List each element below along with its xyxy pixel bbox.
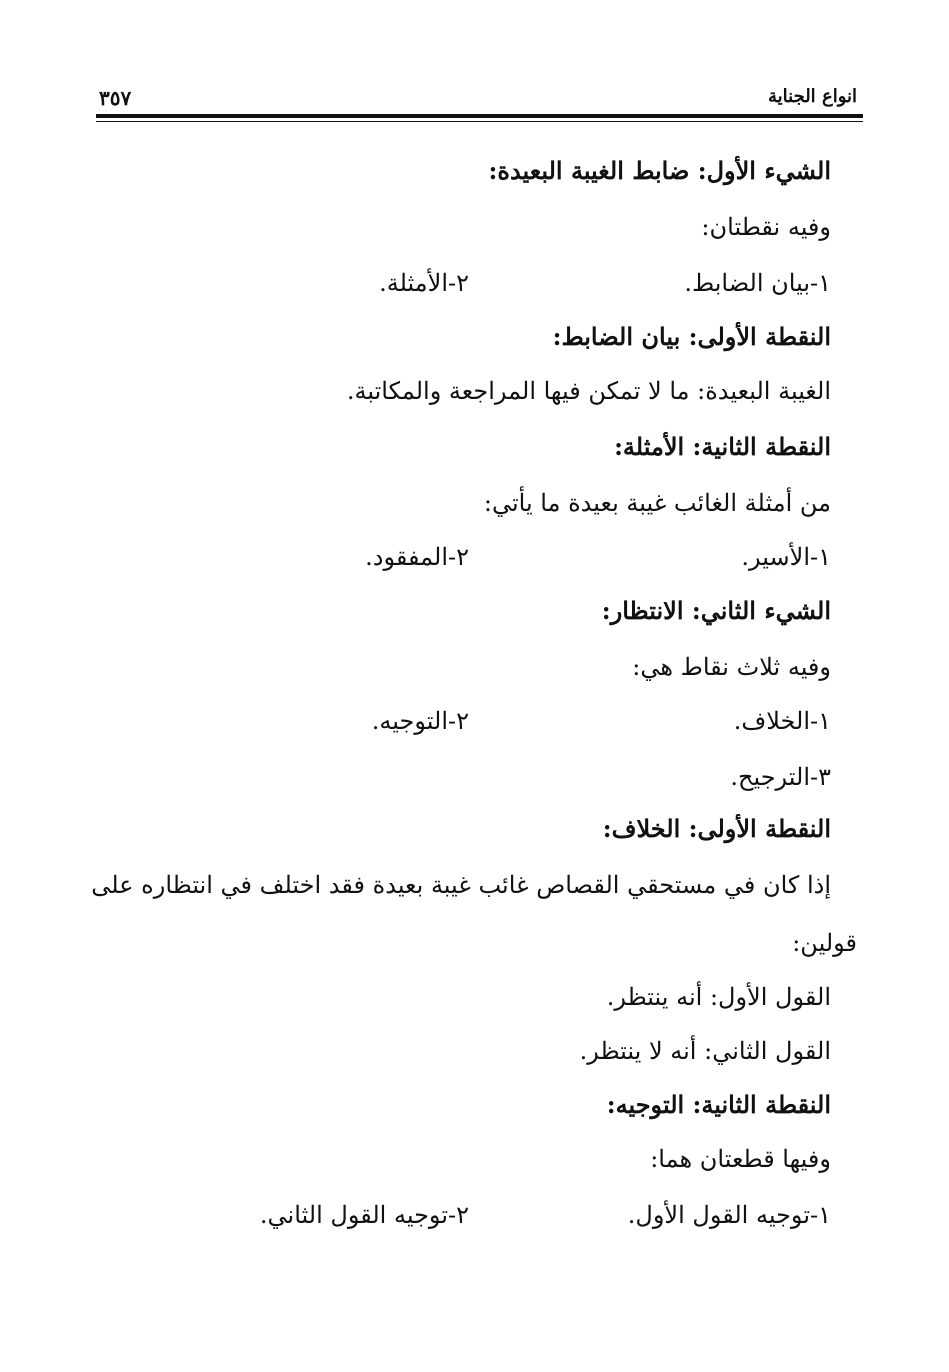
heading-point-one-dispute: النقطة الأولى: الخلاف:: [602, 814, 831, 843]
paragraph-definition: الغيبة البعيدة: ما لا تمكن فيها المراجعة والمكاتبة.: [346, 377, 831, 405]
heading-point-one-criterion: النقطة الأولى: بيان الضابط:: [552, 322, 831, 351]
running-header-title: انواع الجناية: [768, 86, 857, 107]
header-rule-thick: [96, 114, 863, 118]
paragraph-second-opinion: القول الثاني: أنه لا ينتظر.: [579, 1037, 831, 1065]
list-item-examples: ٢-الأمثلة.: [379, 269, 469, 297]
paragraph-first-opinion: القول الأول: أنه ينتظر.: [606, 983, 831, 1011]
list-item-first-opinion-reasoning: ١-توجيه القول الأول.: [627, 1201, 831, 1229]
list-item-preference: ٣-الترجيح.: [730, 763, 831, 791]
heading-second-thing: الشيء الثاني: الانتظار:: [601, 596, 831, 625]
paragraph-dispute-line-2: قولين:: [792, 929, 857, 957]
paragraph-two-parts: وفيها قطعتان هما:: [650, 1145, 831, 1173]
paragraph-examples-intro: من أمثلة الغائب غيبة بعيدة ما يأتي:: [483, 489, 831, 517]
list-item-second-opinion-reasoning: ٢-توجيه القول الثاني.: [259, 1201, 469, 1229]
list-item-reasoning: ٢-التوجيه.: [371, 707, 469, 735]
list-item-criterion: ١-بيان الضابط.: [684, 269, 831, 297]
paragraph-two-points: وفيه نقطتان:: [701, 213, 831, 241]
paragraph-dispute-line-1: إذا كان في مستحقي القصاص غائب غيبة بعيدة فقد اختلف في انتظاره على: [91, 871, 831, 899]
list-item-captive: ١-الأسير.: [741, 543, 831, 571]
list-item-missing: ٢-المفقود.: [365, 543, 469, 571]
list-item-dispute: ١-الخلاف.: [733, 707, 831, 735]
heading-first-thing: الشيء الأول: ضابط الغيبة البعيدة:: [488, 156, 831, 185]
header-rule-thin: [96, 121, 863, 122]
heading-point-two-examples: النقطة الثانية: الأمثلة:: [614, 432, 831, 461]
paragraph-three-points: وفيه ثلاث نقاط هي:: [632, 653, 831, 681]
heading-point-two-reasoning: النقطة الثانية: التوجيه:: [606, 1090, 831, 1119]
page-number: ٣٥٧: [99, 86, 132, 110]
